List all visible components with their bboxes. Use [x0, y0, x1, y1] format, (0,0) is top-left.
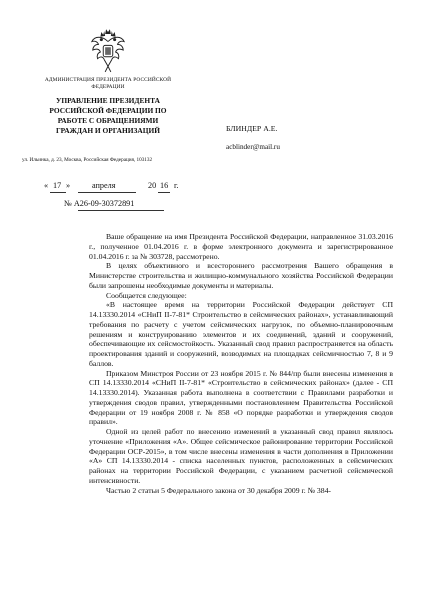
date-year-prefix: 20: [148, 181, 157, 190]
body-paragraph: «В настоящее время на территории Российской Федерации действует СП 14.13330.2014 «СНиП II-7-81* Строительство в сейсмических районах», устанавливающий требования по расчету с учетом сейсмических нагрузок, по объемно-планировочным решениям и конструированию элементов и их соединений, зданий и сооружений, обеспечивающие их сейсмостойкость. Указанный свод правил распространяется на область проектирования зданий и сооружений, возводимых на площадках сейсмичностью 7, 8 и 9 баллов.: [89, 300, 393, 368]
letter-body: [89, 232, 393, 495]
sender-address: ул. Ильинка, д. 23, Москва, Российская Федерация, 103132: [22, 157, 153, 163]
date-day-underline: [50, 192, 66, 193]
body-paragraph: Ваше обращение на имя Президента Российской Федерации, направленное 31.03.2016 г., полученное 01.04.2016 г. в форме электронного документа и зарегистрированное 01.04.2016 г. за № 303728, рассмотрено.: [89, 232, 393, 261]
body-paragraph: В целях объективного и всестороннего рассмотрения Вашего обращения в Министерстве строительства и жилищно-коммунального хозяйства Российской Федерации были запрошены необходимые документы и материалы.: [89, 261, 393, 290]
date-month: апреля: [92, 181, 116, 190]
date-year-underline: [158, 192, 170, 193]
reference-underline: [78, 210, 164, 211]
body-paragraph: Сообщается следующее:: [106, 290, 187, 300]
date-open-quote: «: [44, 181, 49, 190]
body-paragraph: Частью 2 статьи 5 Федерального закона от 30 декабря 2009 г. № 384-: [106, 485, 331, 495]
date-year-suffix: 16: [160, 181, 169, 190]
recipient-name: БЛИНДЕР А.Е.: [226, 124, 278, 133]
recipient-email: acblinder@mail.ru: [226, 143, 280, 151]
date-day: 17: [53, 181, 62, 190]
administration-name: АДМИНИСТРАЦИЯ ПРЕЗИДЕНТА РОССИЙСКОЙ ФЕДЕРАЦИИ: [44, 77, 172, 90]
body-paragraph: Одной из целей работ по внесению изменений в указанный свод правил являлось уточнение «Приложения «А». Общее сейсмическое районирование территории Российской Федерации ОСР-2015», в том числе внесены изменения в части дополнения в Приложении «А» СП 14.13330.2014 - списка населенных пунктов, расположенных в сейсмических районах на территории Российской Федерации, с указанием расчетной сейсмической интенсивности.: [89, 427, 393, 485]
state-emblem-icon: [89, 28, 127, 76]
department-name: УПРАВЛЕНИЕ ПРЕЗИДЕНТА РОССИЙСКОЙ ФЕДЕРАЦИИ ПО РАБОТЕ С ОБРАЩЕНИЯМИ ГРАЖДАН И ОРГАНИЗАЦИЙ: [49, 96, 167, 135]
date-close-quote: »: [66, 181, 71, 190]
letter-date: [44, 181, 214, 193]
reference-number: № А26-09-30372891: [64, 199, 135, 208]
date-month-underline: [78, 192, 136, 193]
date-year-label: г.: [174, 181, 179, 190]
body-paragraph: Приказом Минстроя России от 23 ноября 2015 г. № 844/пр были внесены изменения в СП 14.13330.2014 «СНиП II-7-81* «Строительство в сейсмических районах» (далее - СП 14.13330.2014). Указанная работа выполнена в соответствии с Правилами разработки и утверждения сводов правил, утвержденными постановлением Правительства Российской Федерации от 19 ноября 2008 г. № 858 «О порядке разработки и утверждения сводов правил».: [89, 368, 393, 427]
